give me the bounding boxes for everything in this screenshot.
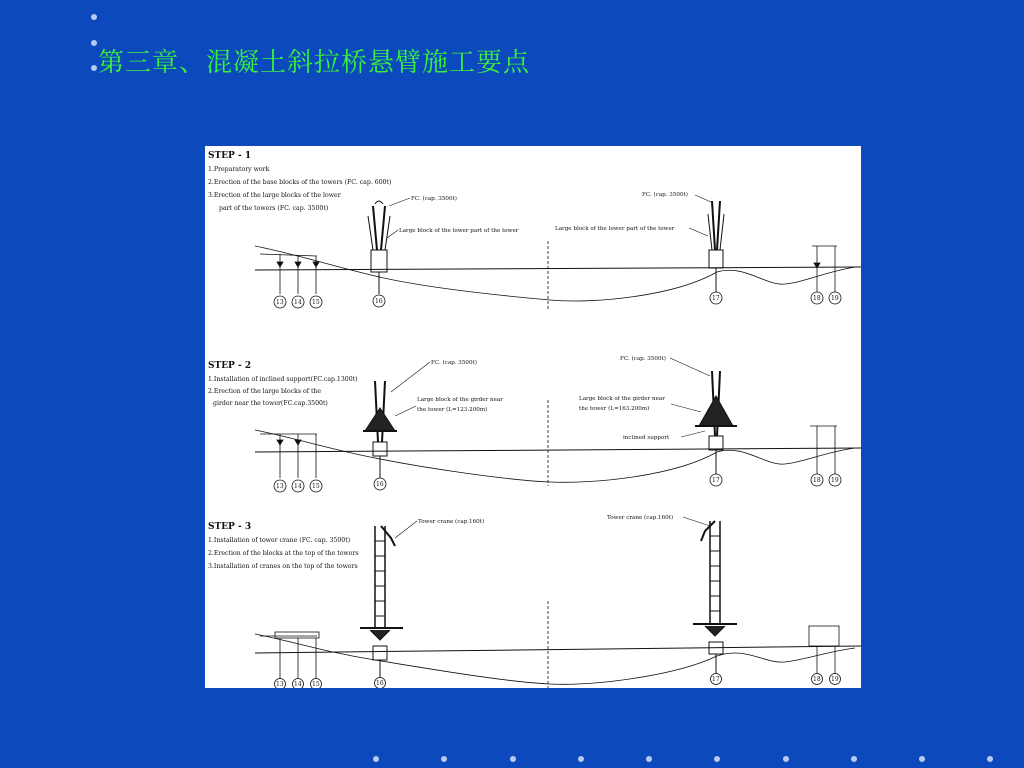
pier-number-markers — [274, 474, 841, 492]
footer-dot — [783, 756, 789, 762]
approach-piers-right — [812, 246, 837, 294]
crane-label: FC. (cap. 3500t) — [620, 356, 666, 362]
step-line: 2.Erection of the large blocks of the — [208, 388, 322, 395]
riverbed-profile — [255, 430, 855, 482]
footer-dot — [578, 756, 584, 762]
step-line: 1.Installation of inclined support(FC.cap.1300t) — [208, 376, 358, 383]
bullet-dot — [91, 65, 97, 71]
riverbed-profile — [255, 246, 855, 301]
pier-number: 13 — [276, 483, 284, 490]
approach-piers-left — [260, 632, 319, 680]
bullet-dot — [91, 40, 97, 46]
crane-label: FC. (cap. 3500t) — [431, 360, 477, 366]
pier-number: 18 — [813, 477, 821, 484]
pier-number-markers — [274, 292, 841, 308]
step-1-panel — [208, 151, 861, 311]
step-line: 2.Erection of the base blocks of the towers (FC. cap. 600t) — [208, 179, 392, 186]
girder-label: the tower (L=163.200m) — [579, 406, 650, 412]
footer-dot — [987, 756, 993, 762]
step-title: STEP - 2 — [208, 361, 252, 371]
right-tower-girder — [695, 371, 737, 474]
footer-dot — [646, 756, 652, 762]
pier-number: 13 — [276, 299, 284, 306]
approach-piers-left — [260, 434, 317, 478]
pier-number: 15 — [312, 681, 320, 688]
step-line: part of the towers (FC. cap. 3500t) — [219, 205, 329, 212]
approach-piers-left — [260, 254, 319, 294]
step-line: 3.Erection of the large blocks of the lower — [208, 192, 341, 199]
pier-number: 17 — [712, 676, 720, 683]
pier-number: 17 — [712, 295, 720, 302]
pier-number: 16 — [376, 481, 384, 488]
pier-number: 17 — [712, 477, 720, 484]
pier-number: 15 — [312, 299, 320, 306]
riverbed-profile — [255, 634, 855, 684]
footer-dot — [441, 756, 447, 762]
block-label: Large block of the lower part of the tower — [399, 228, 519, 234]
left-tower-girder — [363, 381, 397, 478]
approach-piers-right — [810, 426, 837, 474]
pier-number: 19 — [831, 295, 839, 302]
pier-number: 19 — [831, 676, 839, 683]
pier-number: 14 — [294, 681, 302, 688]
block-label: Large block of the lower part of the tower — [555, 226, 675, 232]
step-title: STEP - 3 — [208, 522, 252, 532]
pier-number: 16 — [375, 298, 383, 305]
pier-number: 15 — [312, 483, 320, 490]
pier-number: 16 — [376, 680, 384, 687]
pier-number: 19 — [831, 477, 839, 484]
pier-number: 14 — [294, 299, 302, 306]
pier-number: 18 — [813, 295, 821, 302]
page-title: 第三章、混凝土斜拉桥悬臂施工要点 — [98, 48, 531, 78]
step-line: 1.Preparatory work — [208, 166, 270, 173]
left-tower-with-tower-crane — [360, 526, 403, 680]
girder-label: the tower (L=123.200m) — [417, 407, 488, 413]
step-3-panel — [208, 514, 861, 688]
bridge-erection-diagram — [205, 146, 861, 688]
step-2-panel — [208, 355, 861, 492]
crane-label: FC. (cap. 3500t) — [642, 192, 688, 198]
pier-number-markers — [275, 674, 841, 689]
pier-number: 13 — [276, 681, 284, 688]
pier-number: 14 — [294, 483, 302, 490]
girder-label: Large block of the girder near — [417, 397, 503, 403]
footer-dot — [714, 756, 720, 762]
step-line: 3.Installation of cranes on the top of the towers — [208, 563, 358, 570]
tower-crane-label: Tower crane (cap.160t) — [607, 515, 674, 521]
right-tower-crane — [708, 201, 724, 294]
support-label: inclined support — [623, 435, 670, 441]
pier-number: 18 — [813, 676, 821, 683]
footer-dot — [919, 756, 925, 762]
step-line: 1.Installation of tower crane (FC. cap. 3500t) — [208, 537, 351, 544]
footer-dot — [510, 756, 516, 762]
left-tower-crane — [368, 201, 390, 294]
step-line: 2.Erection of the blocks at the top of the towers — [208, 550, 359, 557]
girder-label: Large block of the girder near — [579, 396, 665, 402]
tower-crane-label: Tower crane (cap.160t) — [418, 519, 485, 525]
water-line — [255, 646, 861, 653]
approach-piers-right — [809, 626, 839, 676]
footer-dot — [851, 756, 857, 762]
step-line: girder near the tower(FC.cap.3500t) — [213, 400, 328, 407]
step-title: STEP - 1 — [208, 151, 252, 161]
construction-steps-figure — [205, 146, 861, 688]
footer-dot — [373, 756, 379, 762]
bullet-dot — [91, 14, 97, 20]
crane-label: FC. (cap. 3500t) — [411, 196, 457, 202]
